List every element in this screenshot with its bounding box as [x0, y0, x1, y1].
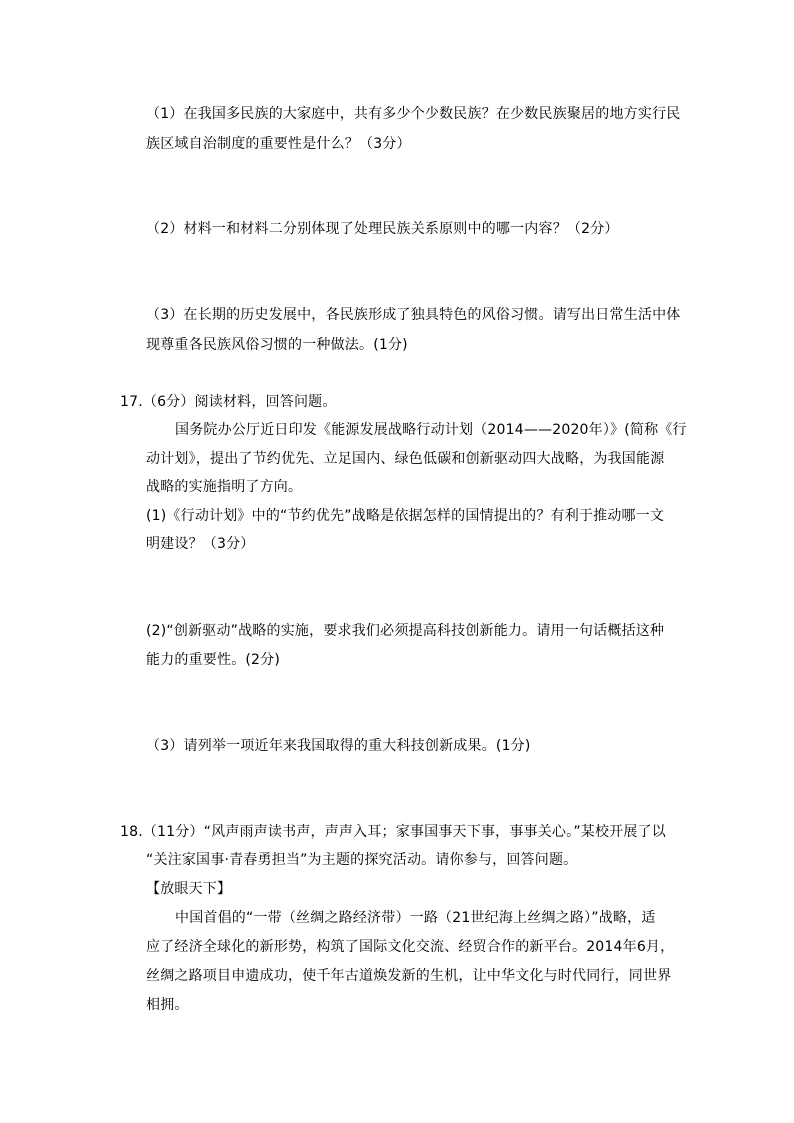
q18-material-line2: 应了经济全球化的新形势，构筑了国际文化交流、经贸合作的新平台。2014年6月， [146, 939, 675, 955]
q16-sub3-line1: （3）在长期的历史发展中，各民族形成了独具特色的风俗习惯。请写出日常生活中体 [146, 307, 681, 323]
q16-sub1-line2: 族区域自治制度的重要性是什么？（3分） [146, 136, 411, 152]
q18-material-line3: 丝绸之路项目申遗成功，使千年古道焕发新的生机，让中华文化与时代同行，同世界 [146, 968, 672, 984]
q17-sub2-line2: 能力的重要性。(2分) [146, 652, 281, 668]
q18-section-title: 【放眼天下】 [146, 881, 232, 897]
q17-sub1-line1: (1)《行动计划》中的“节约优先”战略是依据怎样的国情提出的？有利于推动哪一文 [146, 508, 665, 524]
q17-sub3: （3）请列举一项近年来我国取得的重大科技创新成果。(1分) [146, 738, 531, 754]
q17-material-line1: 国务院办公厅近日印发《能源发展战略行动计划（2014——2020年）》(简称《行 [175, 422, 687, 438]
q18-heading-line2: “关注家国事·青春勇担当”为主题的探究活动。请你参与，回答问题。 [146, 852, 578, 868]
q16-sub2: （2）材料一和材料二分别体现了处理民族关系原则中的哪一内容？（2分） [146, 221, 619, 237]
q17-sub1-line2: 明建设？（3分） [146, 536, 255, 552]
q17-material-line2: 动计划》，提出了节约优先、立足国内、绿色低碳和创新驱动四大战略，为我国能源 [146, 451, 665, 467]
q17-heading: 17.（6分）阅读材料，回答问题。 [120, 394, 337, 410]
q18-material-line4: 相拥。 [146, 997, 189, 1013]
q16-sub3-line2: 现尊重各民族风俗习惯的一种做法。(1分) [146, 337, 408, 353]
q17-material-line3: 战略的实施指明了方向。 [146, 479, 303, 495]
q18-material-line1: 中国首倡的“一带（丝绸之路经济带）一路（21世纪海上丝绸之路）”战略，适 [175, 910, 656, 926]
q17-sub2-line1: (2)“创新驱动”战略的实施，要求我们必须提高科技创新能力。请用一句话概括这种 [146, 623, 665, 639]
q16-sub1-line1: （1）在我国多民族的大家庭中，共有多少个少数民族？在少数民族聚居的地方实行民 [146, 106, 681, 122]
q18-heading-line1: 18.（11分）“风声雨声读书声，声声入耳；家事国事天下事，事事关心。”某校开展了以 [120, 824, 666, 840]
